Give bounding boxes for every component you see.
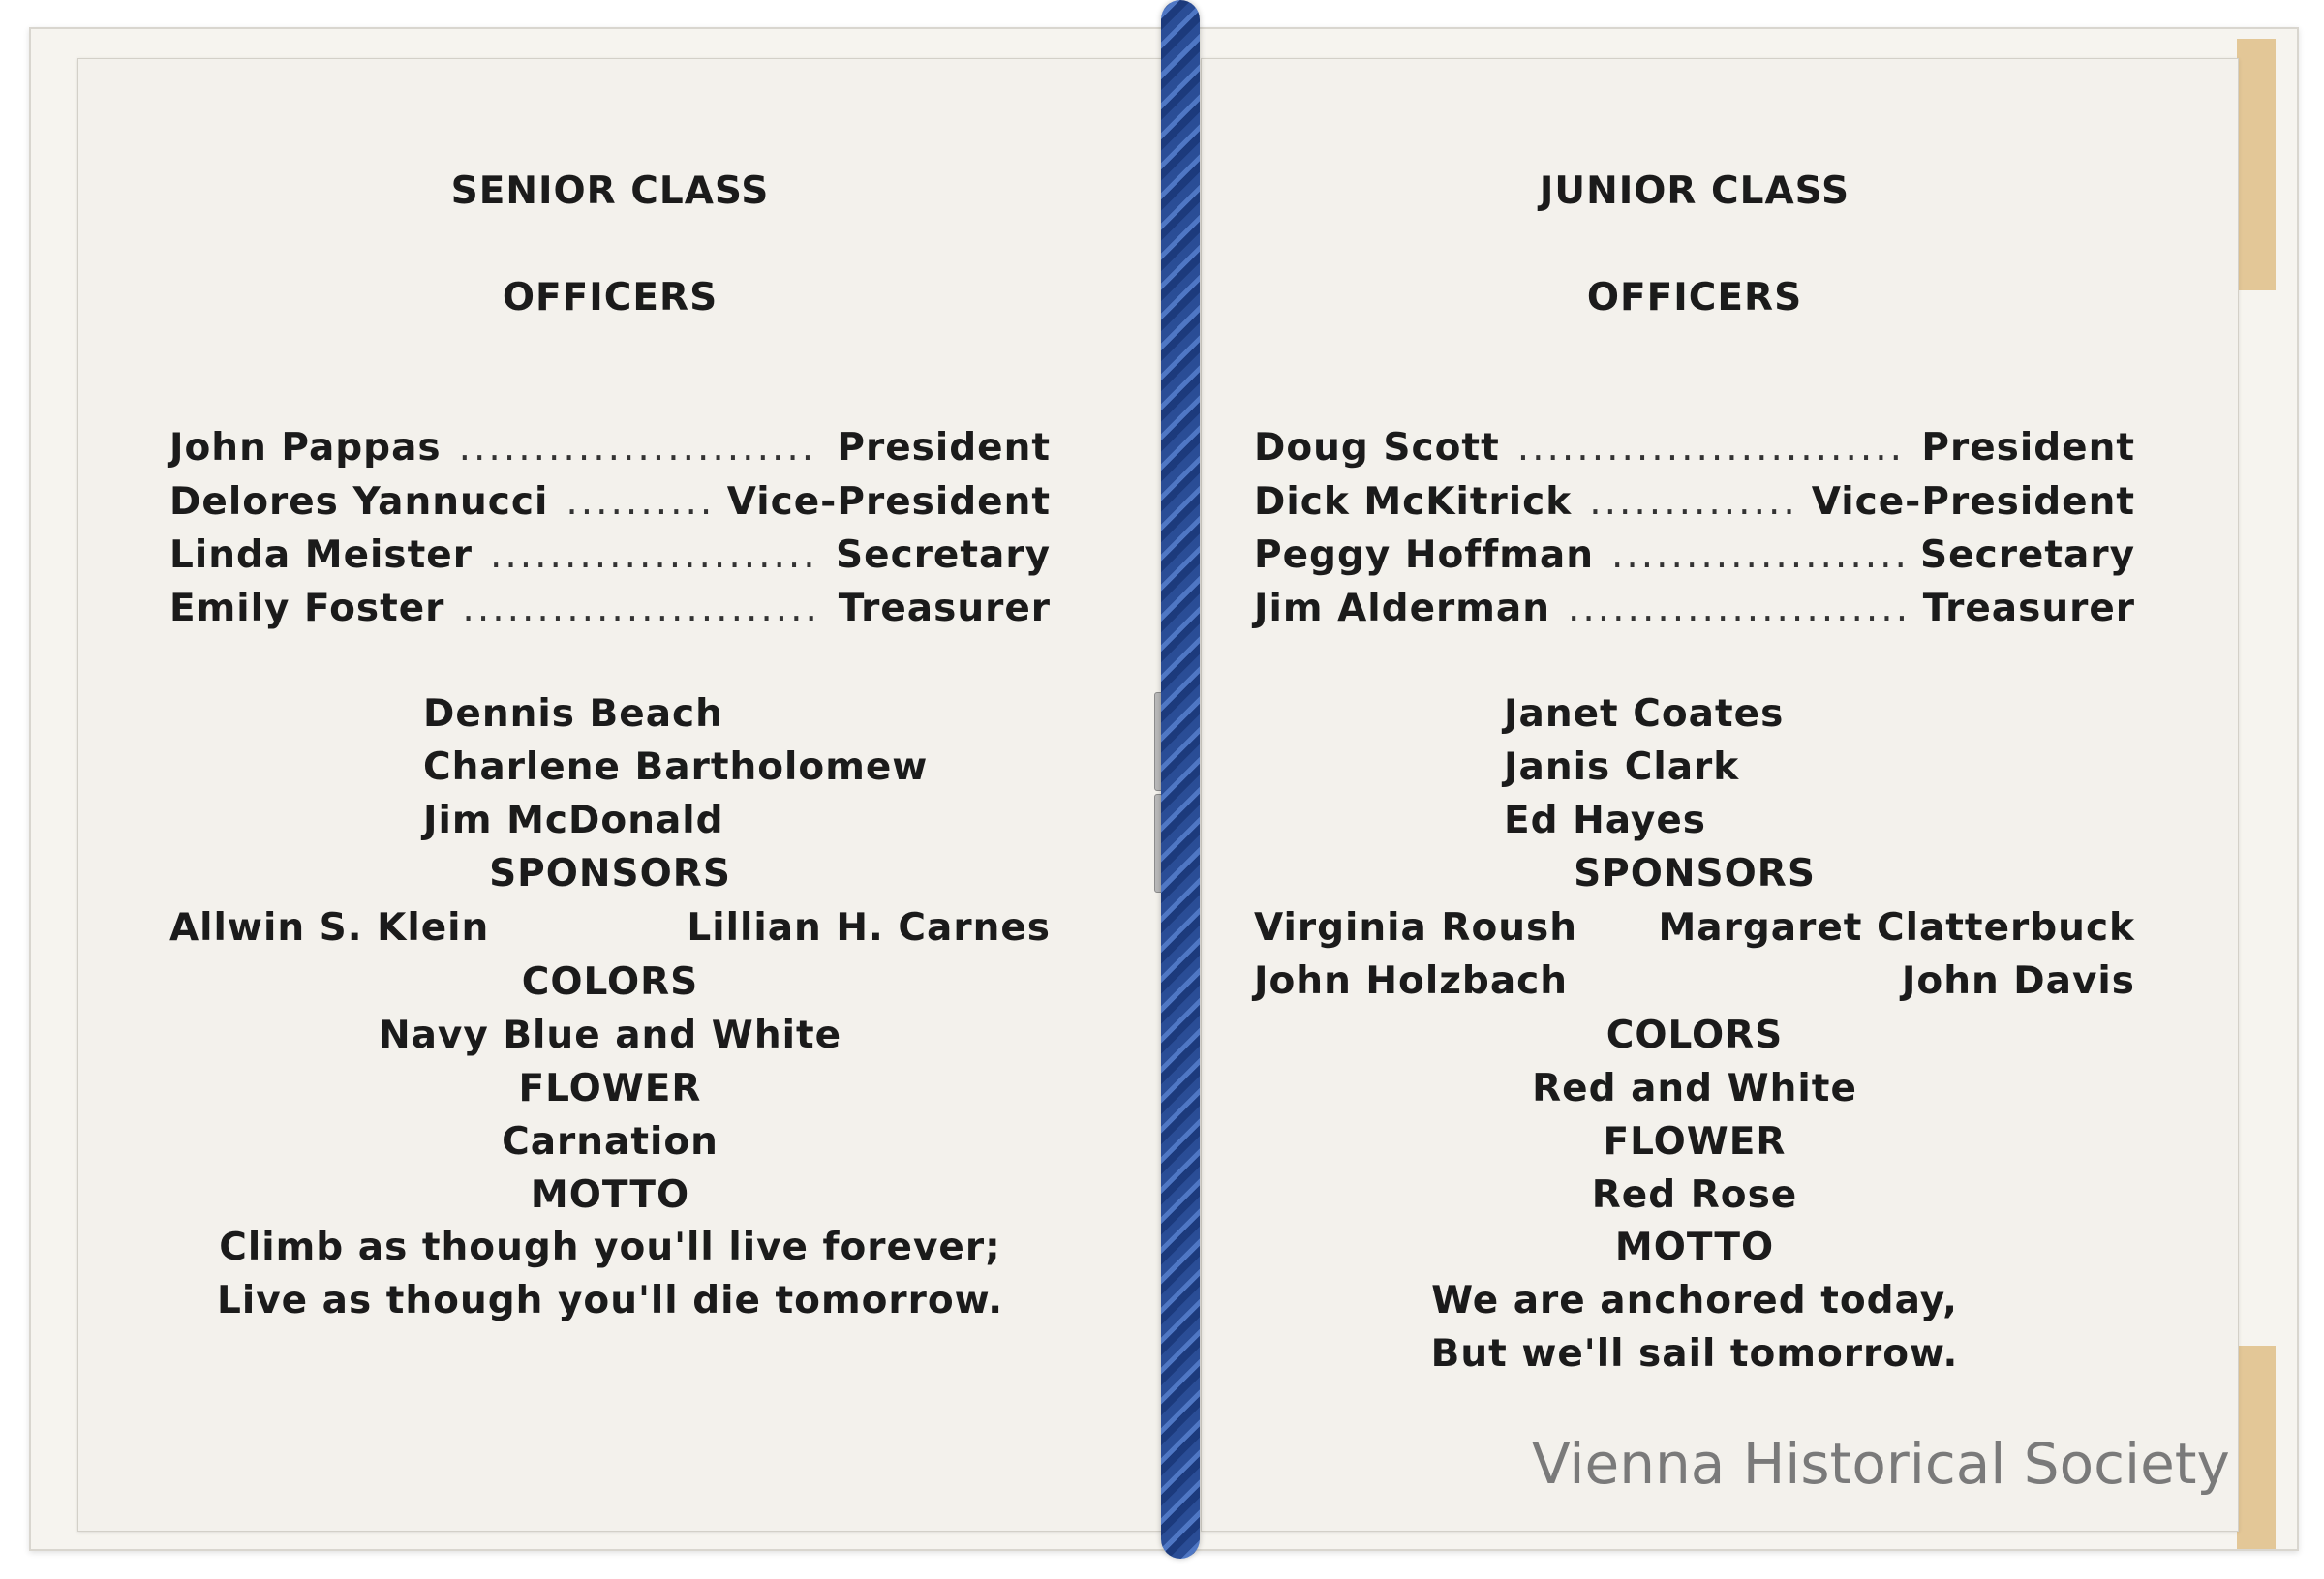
officer-name: Emily Foster (169, 587, 445, 630)
senior-colors-heading: COLORS (521, 960, 699, 1004)
leader-dots (462, 587, 820, 630)
junior-sponsors-row (1254, 906, 2135, 950)
senior-officers-heading: OFFICERS (502, 276, 719, 319)
senior-class-title: SENIOR CLASS (450, 169, 770, 213)
officer-role: President (1921, 426, 2135, 470)
senior-sponsors-heading: SPONSORS (489, 852, 731, 896)
officer-role: Treasurer (838, 587, 1051, 630)
junior-colors-value: Red and White (1532, 1067, 1857, 1110)
senior-colors-value: Navy Blue and White (378, 1014, 842, 1057)
senior-flower-value: Carnation (502, 1120, 719, 1164)
leader-dots (1589, 480, 1794, 524)
junior-sponsors-heading: SPONSORS (1574, 852, 1816, 896)
sponsor-name: John Holzbach (1254, 959, 1569, 1003)
junior-member: Janis Clark (1504, 745, 1740, 789)
leader-dots (566, 480, 709, 524)
senior-motto-line: Live as though you'll die tomorrow. (216, 1279, 1004, 1322)
aged-paper-edge-top (2237, 39, 2276, 290)
junior-motto-line: But we'll sail tomorrow. (1430, 1332, 1959, 1376)
senior-officer-row (169, 533, 1051, 577)
senior-member: Charlene Bartholomew (423, 745, 929, 789)
sponsor-name: Virginia Roush (1254, 906, 1577, 950)
senior-officer-row (169, 426, 1051, 470)
officer-role: Secretary (836, 533, 1051, 577)
leader-dots (1517, 426, 1905, 470)
junior-flower-value: Red Rose (1591, 1173, 1798, 1217)
aged-paper-edge-bottom (2237, 1346, 2276, 1549)
sponsor-name: John Davis (1901, 959, 2135, 1003)
officer-name: John Pappas (169, 426, 442, 470)
sponsor-name: Margaret Clatterbuck (1658, 906, 2135, 950)
senior-motto-heading: MOTTO (530, 1173, 690, 1217)
junior-colors-heading: COLORS (1605, 1014, 1784, 1057)
leader-dots (490, 533, 818, 577)
officer-name: Jim Alderman (1254, 587, 1550, 630)
officer-name: Dick McKitrick (1254, 480, 1573, 524)
junior-motto-heading: MOTTO (1614, 1226, 1775, 1269)
senior-officer-row (169, 587, 1051, 630)
officer-name: Delores Yannucci (169, 480, 549, 524)
sponsor-name: Allwin S. Klein (169, 906, 490, 950)
officer-role: Secretary (1920, 533, 2135, 577)
officer-name: Linda Meister (169, 533, 473, 577)
junior-officers-heading: OFFICERS (1586, 276, 1803, 319)
junior-member: Janet Coates (1504, 692, 1785, 736)
leader-dots (1611, 533, 1903, 577)
leader-dots (1568, 587, 1906, 630)
officer-role: President (837, 426, 1051, 470)
leader-dots (459, 426, 820, 470)
junior-class-title: JUNIOR CLASS (1539, 169, 1850, 213)
junior-officer-row (1254, 426, 2135, 470)
junior-member: Ed Hayes (1504, 799, 1706, 842)
officer-name: Peggy Hoffman (1254, 533, 1594, 577)
sponsor-name: Lillian H. Carnes (687, 906, 1051, 950)
watermark: Vienna Historical Society (1532, 1431, 2230, 1497)
senior-motto-line: Climb as though you'll live forever; (219, 1226, 1001, 1269)
senior-officer-row (169, 480, 1051, 524)
senior-flower-heading: FLOWER (518, 1067, 702, 1110)
junior-sponsors-row (1254, 959, 2135, 1003)
officer-role: Vice-President (1811, 480, 2135, 524)
junior-officer-row (1254, 533, 2135, 577)
officer-name: Doug Scott (1254, 426, 1500, 470)
officer-role: Treasurer (1922, 587, 2135, 630)
senior-member: Dennis Beach (423, 692, 723, 736)
junior-officer-row (1254, 480, 2135, 524)
binding-cord (1161, 0, 1200, 1559)
junior-flower-heading: FLOWER (1603, 1120, 1787, 1164)
senior-sponsors-row (169, 906, 1051, 950)
officer-role: Vice-President (726, 480, 1051, 524)
junior-officer-row (1254, 587, 2135, 630)
junior-motto-line: We are anchored today, (1431, 1279, 1958, 1322)
senior-member: Jim McDonald (423, 799, 724, 842)
